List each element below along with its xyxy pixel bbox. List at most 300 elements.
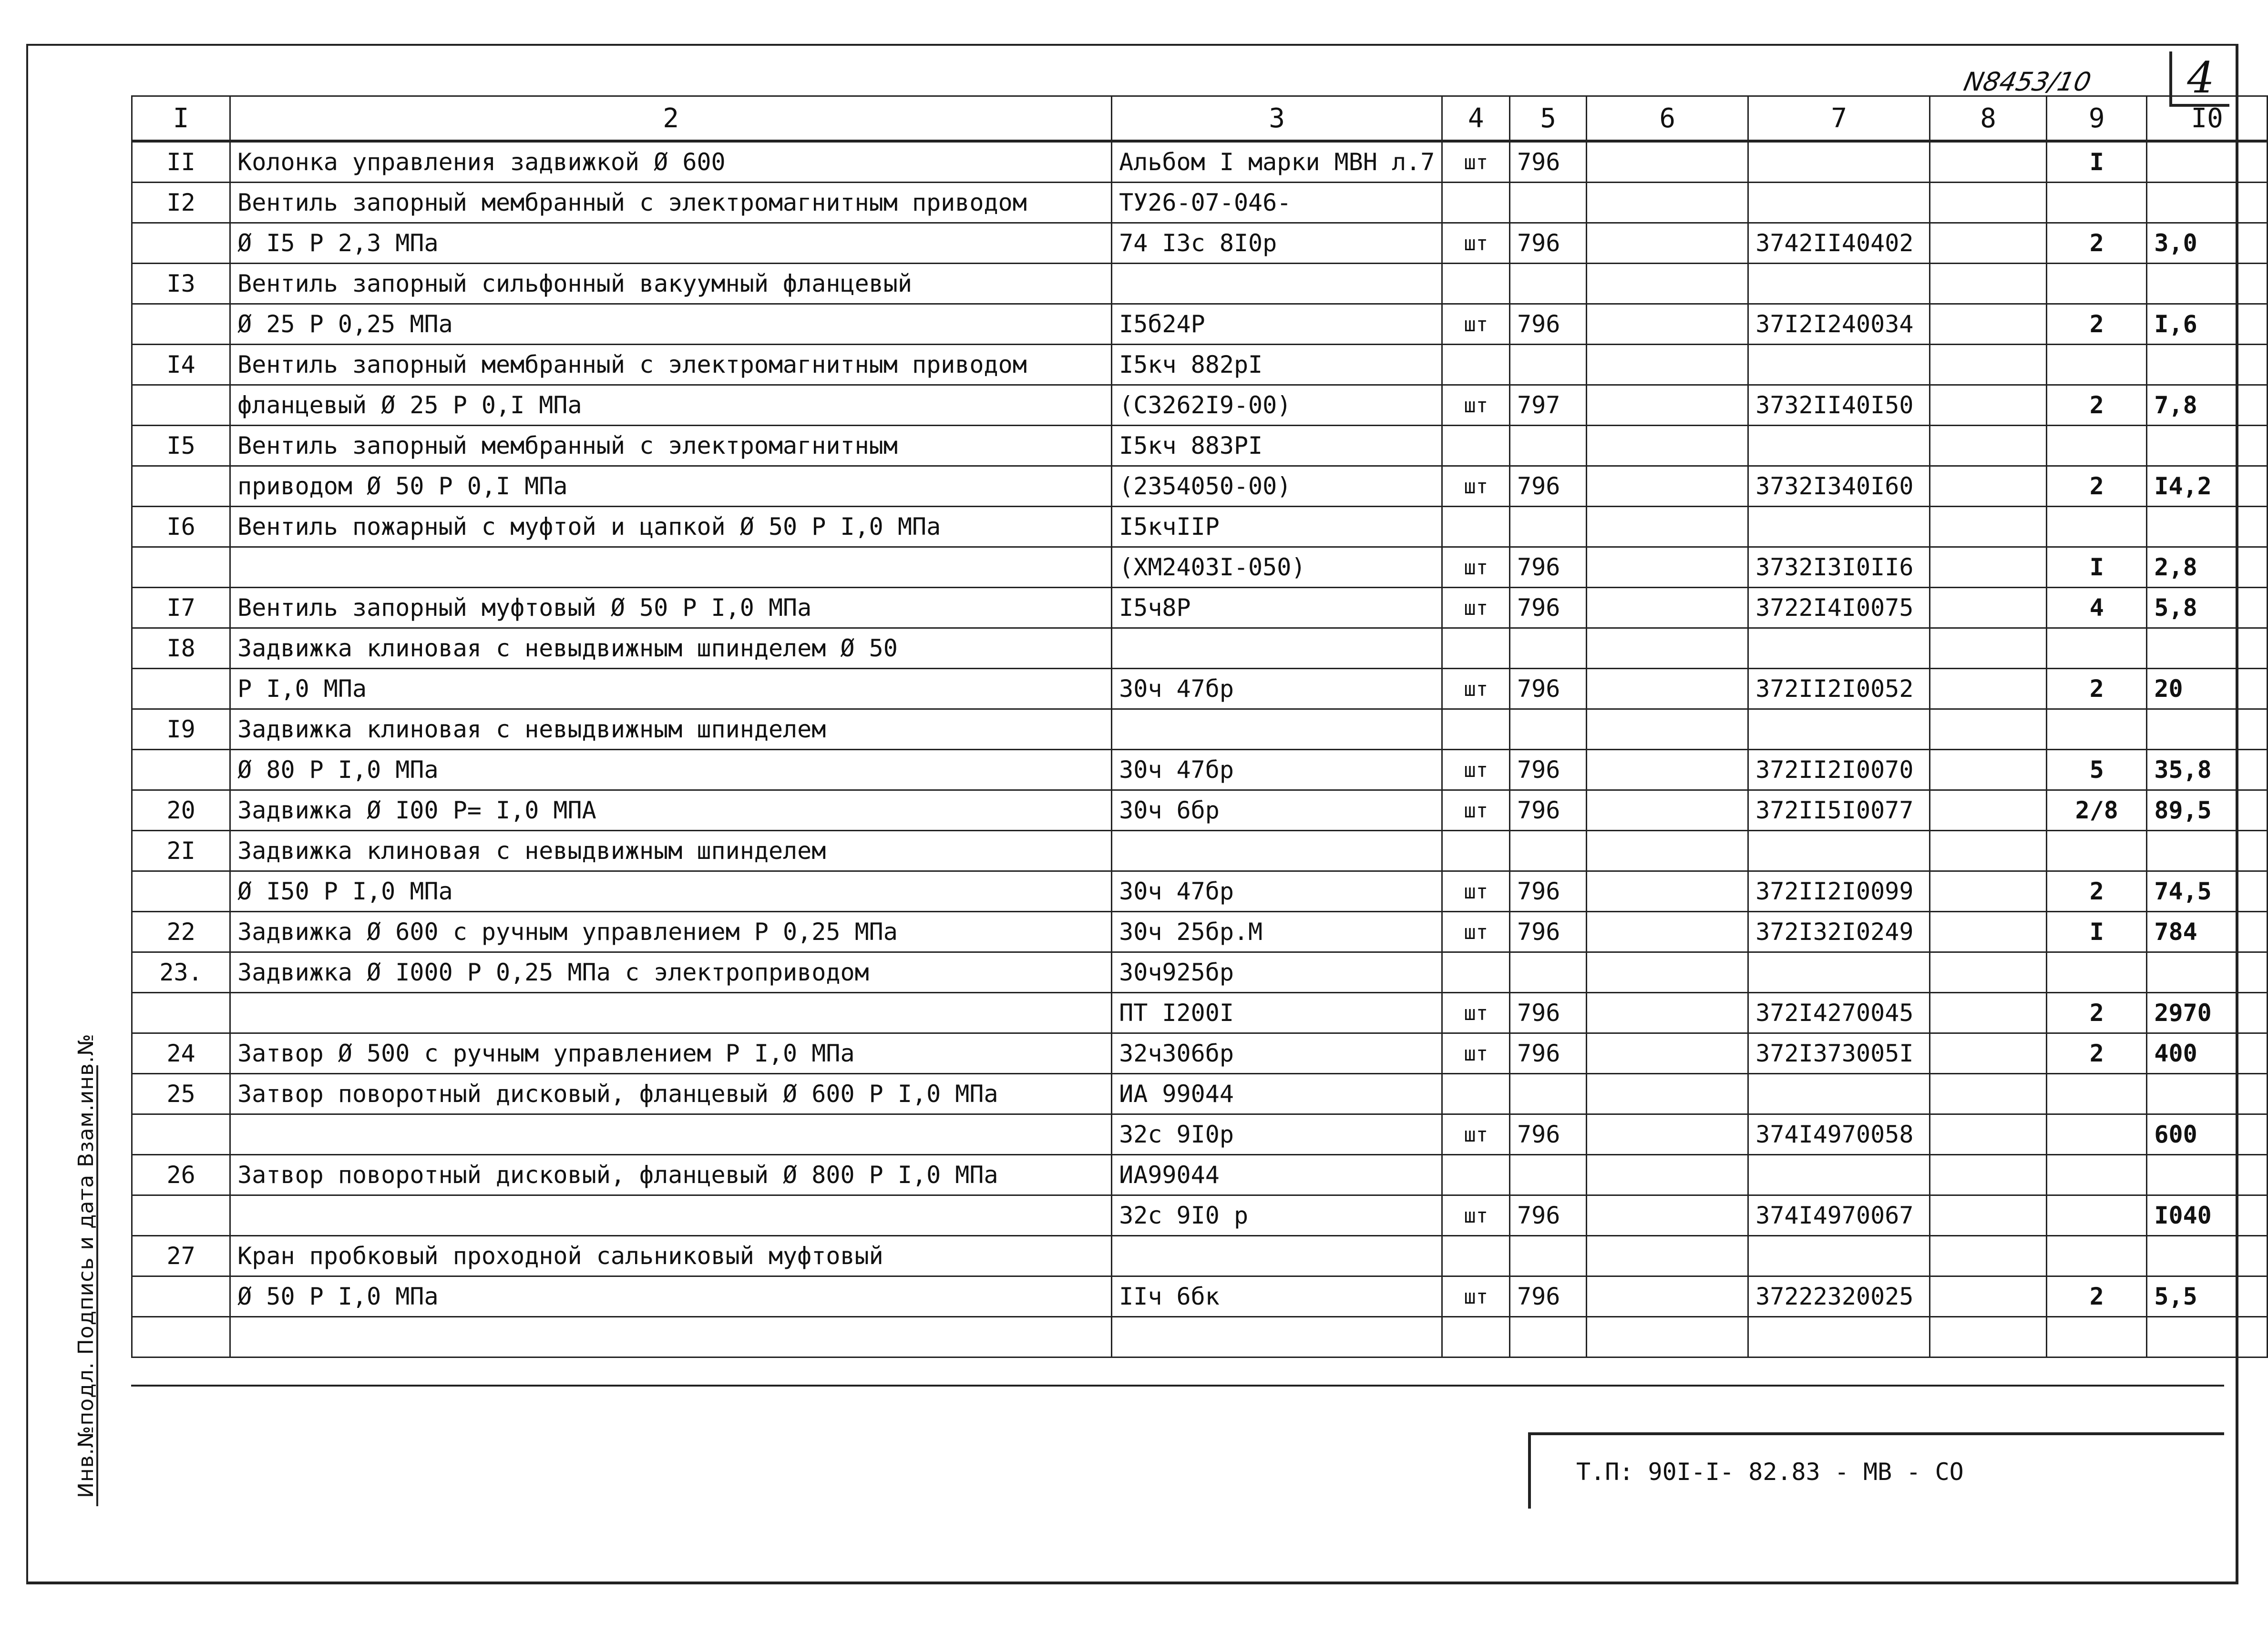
column-header: 5 bbox=[1510, 96, 1587, 142]
table-cell: 372II2I0070 bbox=[1748, 750, 1930, 790]
table-cell bbox=[2147, 1317, 2268, 1357]
table-row bbox=[132, 871, 2268, 912]
archive-number: N8453/10 bbox=[1961, 67, 2094, 97]
table-cell: Кран пробковый проходной сальниковый муфтовый bbox=[230, 1236, 1112, 1276]
table-cell: 5,5 bbox=[2147, 1276, 2268, 1317]
table-cell bbox=[1930, 1114, 2047, 1155]
table-cell bbox=[1587, 588, 1748, 628]
table-cell bbox=[1587, 304, 1748, 345]
table-row bbox=[132, 709, 2268, 750]
table-cell bbox=[1587, 993, 1748, 1033]
column-header: 8 bbox=[1930, 96, 2047, 142]
column-header: I bbox=[132, 96, 230, 142]
table-cell: 3732II40I50 bbox=[1748, 385, 1930, 426]
table-cell bbox=[1442, 426, 1510, 466]
table-cell: шт bbox=[1442, 588, 1510, 628]
table-cell: 5,8 bbox=[2147, 588, 2268, 628]
table-cell: Ø I50 Р I,0 МПа bbox=[230, 871, 1112, 912]
table-cell: I8 bbox=[132, 628, 230, 669]
table-cell: 796 bbox=[1510, 669, 1587, 709]
table-cell bbox=[1587, 1236, 1748, 1276]
table-cell bbox=[2047, 1236, 2147, 1276]
table-cell bbox=[2147, 183, 2268, 223]
table-cell: IIч 6бк bbox=[1112, 1276, 1442, 1317]
table-cell: 30ч 47бр bbox=[1112, 750, 1442, 790]
table-cell bbox=[132, 547, 230, 588]
table-cell bbox=[1930, 1236, 2047, 1276]
table-row bbox=[132, 628, 2268, 669]
table-cell bbox=[1510, 1155, 1587, 1195]
table-cell: 796 bbox=[1510, 790, 1587, 831]
table-row bbox=[132, 588, 2268, 628]
table-cell bbox=[2047, 426, 2147, 466]
table-cell: 3732I3I0II6 bbox=[1748, 547, 1930, 588]
table-row bbox=[132, 790, 2268, 831]
table-row bbox=[132, 183, 2268, 223]
table-cell bbox=[1587, 831, 1748, 871]
table-cell bbox=[2147, 1074, 2268, 1114]
table-cell bbox=[1510, 1317, 1587, 1357]
table-cell: 796 bbox=[1510, 871, 1587, 912]
table-cell: 22 bbox=[132, 912, 230, 952]
table-cell bbox=[2147, 952, 2268, 993]
table-cell: 74 I3с 8I0р bbox=[1112, 223, 1442, 264]
table-row bbox=[132, 1236, 2268, 1276]
table-cell bbox=[132, 223, 230, 264]
table-cell bbox=[1510, 345, 1587, 385]
table-cell bbox=[1442, 1236, 1510, 1276]
table-cell bbox=[1587, 790, 1748, 831]
column-header: 9 bbox=[2047, 96, 2147, 142]
table-cell: 30ч 47бр bbox=[1112, 871, 1442, 912]
table-cell bbox=[1442, 831, 1510, 871]
table-cell bbox=[2047, 1317, 2147, 1357]
stamp-text: Т.П: 90I-I- 82.83 - МВ - СО bbox=[1576, 1458, 1964, 1486]
table-cell: фланцевый Ø 25 Р 0,I МПа bbox=[230, 385, 1112, 426]
table-cell bbox=[1748, 507, 1930, 547]
table-cell bbox=[1930, 141, 2047, 183]
table-cell bbox=[1587, 750, 1748, 790]
table-cell: 797 bbox=[1510, 385, 1587, 426]
table-cell: 796 bbox=[1510, 1195, 1587, 1236]
table-cell: 796 bbox=[1510, 223, 1587, 264]
table-cell: 27 bbox=[132, 1236, 230, 1276]
table-cell bbox=[2147, 628, 2268, 669]
table-cell bbox=[1930, 831, 2047, 871]
table-cell: Альбом I марки МВН л.7 bbox=[1112, 141, 1442, 183]
table-cell bbox=[1930, 1195, 2047, 1236]
table-cell: I,6 bbox=[2147, 304, 2268, 345]
table-cell: I7 bbox=[132, 588, 230, 628]
table-cell: Затвор поворотный дисковый, фланцевый Ø 600 Р I,0 МПа bbox=[230, 1074, 1112, 1114]
table-cell bbox=[132, 669, 230, 709]
table-cell bbox=[1930, 1317, 2047, 1357]
table-cell: 26 bbox=[132, 1155, 230, 1195]
table-cell: I040 bbox=[2147, 1195, 2268, 1236]
table-cell bbox=[1930, 1033, 2047, 1074]
table-cell bbox=[1510, 709, 1587, 750]
table-cell bbox=[1748, 709, 1930, 750]
table-cell bbox=[132, 304, 230, 345]
table-cell bbox=[132, 1114, 230, 1155]
table-cell: шт bbox=[1442, 141, 1510, 183]
table-cell bbox=[2147, 426, 2268, 466]
table-cell bbox=[230, 1195, 1112, 1236]
table-row bbox=[132, 223, 2268, 264]
table-cell: 2 bbox=[2047, 1033, 2147, 1074]
table-cell bbox=[1510, 628, 1587, 669]
table-cell: 30ч 47бр bbox=[1112, 669, 1442, 709]
table-cell bbox=[2047, 709, 2147, 750]
table-cell: 2I bbox=[132, 831, 230, 871]
table-cell bbox=[1587, 264, 1748, 304]
table-row bbox=[132, 426, 2268, 466]
table-cell: Вентиль запорный мембранный с электромагнитным приводом bbox=[230, 183, 1112, 223]
table-cell: 796 bbox=[1510, 912, 1587, 952]
table-cell bbox=[1748, 426, 1930, 466]
column-header: I0 bbox=[2147, 96, 2268, 142]
table-cell bbox=[1930, 628, 2047, 669]
table-cell bbox=[1587, 1276, 1748, 1317]
table-cell bbox=[1442, 264, 1510, 304]
table-cell bbox=[2047, 1114, 2147, 1155]
table-cell bbox=[1587, 1114, 1748, 1155]
table-cell bbox=[1587, 709, 1748, 750]
table-cell: ИА 99044 bbox=[1112, 1074, 1442, 1114]
table-cell: 37222320025 bbox=[1748, 1276, 1930, 1317]
table-row bbox=[132, 912, 2268, 952]
table-cell bbox=[2047, 1074, 2147, 1114]
table-cell: Затвор поворотный дисковый, фланцевый Ø 800 Р I,0 МПа bbox=[230, 1155, 1112, 1195]
table-cell: I5 bbox=[132, 426, 230, 466]
column-header: 6 bbox=[1587, 96, 1748, 142]
table-row bbox=[132, 952, 2268, 993]
table-cell: 32ч306бр bbox=[1112, 1033, 1442, 1074]
table-cell bbox=[230, 1317, 1112, 1357]
table-cell: (2354050-00) bbox=[1112, 466, 1442, 507]
table-cell: 2970 bbox=[2147, 993, 2268, 1033]
table-cell bbox=[1930, 588, 2047, 628]
table-row bbox=[132, 669, 2268, 709]
approval-sidebar bbox=[66, 1033, 98, 1506]
table-cell: 3,0 bbox=[2147, 223, 2268, 264]
table-cell: 30ч 6бр bbox=[1112, 790, 1442, 831]
table-cell bbox=[132, 466, 230, 507]
table-cell: шт bbox=[1442, 1195, 1510, 1236]
table-cell: 796 bbox=[1510, 304, 1587, 345]
table-cell: 2 bbox=[2047, 304, 2147, 345]
table-row bbox=[132, 750, 2268, 790]
table-cell: 3732I340I60 bbox=[1748, 466, 1930, 507]
table-cell: 2,8 bbox=[2147, 547, 2268, 588]
table-cell bbox=[2147, 141, 2268, 183]
table-cell bbox=[1587, 466, 1748, 507]
table-cell: шт bbox=[1442, 466, 1510, 507]
column-header: 4 bbox=[1442, 96, 1510, 142]
table-cell: I5б24Р bbox=[1112, 304, 1442, 345]
table-cell: (С3262I9-00) bbox=[1112, 385, 1442, 426]
table-row bbox=[132, 264, 2268, 304]
table-cell bbox=[132, 750, 230, 790]
table-row bbox=[132, 1155, 2268, 1195]
table-cell: I5ч8Р bbox=[1112, 588, 1442, 628]
table-cell bbox=[1587, 669, 1748, 709]
column-header: 7 bbox=[1748, 96, 1930, 142]
table-cell: Вентиль запорный муфтовый Ø 50 Р I,0 МПа bbox=[230, 588, 1112, 628]
table-cell: 372II2I0099 bbox=[1748, 871, 1930, 912]
table-cell bbox=[2147, 345, 2268, 385]
table-cell: шт bbox=[1442, 750, 1510, 790]
table-cell bbox=[1442, 709, 1510, 750]
table-cell bbox=[1930, 1155, 2047, 1195]
table-cell: шт bbox=[1442, 304, 1510, 345]
table-row bbox=[132, 1317, 2268, 1357]
table-cell: Вентиль запорный мембранный с электромагнитным bbox=[230, 426, 1112, 466]
table-row bbox=[132, 547, 2268, 588]
table-cell: Вентиль пожарный с муфтой и цапкой Ø 50 Р I,0 МПа bbox=[230, 507, 1112, 547]
table-cell bbox=[1930, 183, 2047, 223]
table-cell bbox=[132, 1195, 230, 1236]
table-cell: 2/8 bbox=[2047, 790, 2147, 831]
table-cell: Задвижка клиновая с невыдвижным шпинделем bbox=[230, 831, 1112, 871]
table-cell bbox=[1748, 264, 1930, 304]
table-cell: шт bbox=[1442, 669, 1510, 709]
table-row bbox=[132, 1033, 2268, 1074]
table-row bbox=[132, 385, 2268, 426]
table-cell bbox=[1442, 345, 1510, 385]
table-cell: приводом Ø 50 Р 0,I МПа bbox=[230, 466, 1112, 507]
table-cell: I bbox=[2047, 141, 2147, 183]
table-cell bbox=[2147, 507, 2268, 547]
table-cell bbox=[1442, 1074, 1510, 1114]
table-cell bbox=[132, 993, 230, 1033]
table-cell bbox=[1930, 993, 2047, 1033]
table-cell: 4 bbox=[2047, 588, 2147, 628]
table-cell bbox=[1587, 385, 1748, 426]
table-cell bbox=[1112, 709, 1442, 750]
sheet-number: 4 bbox=[2169, 51, 2229, 107]
table-cell: Задвижка Ø I000 Р 0,25 МПа с электроприводом bbox=[230, 952, 1112, 993]
table-cell: I bbox=[2047, 547, 2147, 588]
table-cell bbox=[2047, 831, 2147, 871]
table-cell bbox=[1930, 709, 2047, 750]
table-cell: 32с 9I0р bbox=[1112, 1114, 1442, 1155]
table-cell: шт bbox=[1442, 1276, 1510, 1317]
table-row bbox=[132, 1114, 2268, 1155]
table-cell: ИА99044 bbox=[1112, 1155, 1442, 1195]
table-cell bbox=[1510, 183, 1587, 223]
table-cell bbox=[2147, 264, 2268, 304]
table-cell bbox=[1930, 426, 2047, 466]
table-cell bbox=[1510, 1236, 1587, 1276]
table-cell: I5кч 883РI bbox=[1112, 426, 1442, 466]
table-cell bbox=[1587, 952, 1748, 993]
table-cell: I9 bbox=[132, 709, 230, 750]
column-header: 3 bbox=[1112, 96, 1442, 142]
table-cell bbox=[1587, 1033, 1748, 1074]
table-cell: 796 bbox=[1510, 1114, 1587, 1155]
table-cell: 25 bbox=[132, 1074, 230, 1114]
table-cell bbox=[1510, 952, 1587, 993]
table-bottom-rule bbox=[131, 1385, 2224, 1387]
table-cell bbox=[2047, 952, 2147, 993]
table-cell bbox=[1748, 345, 1930, 385]
table-cell bbox=[132, 871, 230, 912]
sidebar-text: Инв.№подл. Подпись и дата Взам.инв.№ bbox=[74, 1033, 98, 1498]
table-cell bbox=[1442, 952, 1510, 993]
table-cell: 35,8 bbox=[2147, 750, 2268, 790]
table-row bbox=[132, 466, 2268, 507]
table-cell bbox=[1930, 264, 2047, 304]
table-cell bbox=[1442, 507, 1510, 547]
table-cell: 30ч 25бр.М bbox=[1112, 912, 1442, 952]
table-cell bbox=[1748, 1236, 1930, 1276]
table-cell: I4,2 bbox=[2147, 466, 2268, 507]
table-cell: 5 bbox=[2047, 750, 2147, 790]
table-cell: ТУ26-07-046- bbox=[1112, 183, 1442, 223]
table-cell bbox=[1442, 183, 1510, 223]
table-cell: 374I4970067 bbox=[1748, 1195, 1930, 1236]
table-cell bbox=[1587, 223, 1748, 264]
title-block-stamp bbox=[1528, 1432, 2224, 1509]
table-cell bbox=[2147, 831, 2268, 871]
table-cell: Задвижка клиновая с невыдвижным шпинделем bbox=[230, 709, 1112, 750]
table-cell bbox=[1587, 183, 1748, 223]
table-row bbox=[132, 507, 2268, 547]
table-cell bbox=[1112, 1236, 1442, 1276]
table-cell: I3 bbox=[132, 264, 230, 304]
table-cell: I6 bbox=[132, 507, 230, 547]
table-cell bbox=[1510, 426, 1587, 466]
table-cell bbox=[1748, 1074, 1930, 1114]
table-cell bbox=[1930, 1276, 2047, 1317]
table-cell: 7,8 bbox=[2147, 385, 2268, 426]
table-cell: шт bbox=[1442, 790, 1510, 831]
table-cell bbox=[1930, 223, 2047, 264]
table-cell: 23. bbox=[132, 952, 230, 993]
table-cell bbox=[1587, 507, 1748, 547]
table-cell: Вентиль запорный мембранный с электромагнитным приводом bbox=[230, 345, 1112, 385]
table-cell bbox=[1930, 547, 2047, 588]
table-cell bbox=[1748, 1155, 1930, 1195]
table-cell bbox=[1112, 831, 1442, 871]
table-cell: 372II2I0052 bbox=[1748, 669, 1930, 709]
table-cell: 400 bbox=[2147, 1033, 2268, 1074]
table-cell: 796 bbox=[1510, 750, 1587, 790]
table-cell: шт bbox=[1442, 1114, 1510, 1155]
table-row bbox=[132, 141, 2268, 183]
table-cell: 796 bbox=[1510, 1033, 1587, 1074]
table-cell bbox=[2047, 628, 2147, 669]
table-cell bbox=[230, 547, 1112, 588]
table-cell bbox=[1930, 790, 2047, 831]
table-cell bbox=[1587, 1155, 1748, 1195]
specification-table bbox=[131, 95, 2268, 1358]
table-cell: 37I2I240034 bbox=[1748, 304, 1930, 345]
table-cell bbox=[2047, 183, 2147, 223]
table-cell: шт bbox=[1442, 1033, 1510, 1074]
table-cell: 74,5 bbox=[2147, 871, 2268, 912]
table-cell bbox=[1587, 426, 1748, 466]
table-cell: 796 bbox=[1510, 141, 1587, 183]
table-cell bbox=[1587, 1074, 1748, 1114]
table-cell: Задвижка Ø 600 с ручным управлением Р 0,25 МПа bbox=[230, 912, 1112, 952]
table-cell: 2 bbox=[2047, 466, 2147, 507]
table-cell: I bbox=[2047, 912, 2147, 952]
table-cell: 372I373005I bbox=[1748, 1033, 1930, 1074]
table-row bbox=[132, 831, 2268, 871]
table-cell bbox=[132, 385, 230, 426]
table-cell: 2 bbox=[2047, 385, 2147, 426]
table-cell: шт bbox=[1442, 547, 1510, 588]
table-header bbox=[132, 96, 2268, 142]
table-cell: 372II5I0077 bbox=[1748, 790, 1930, 831]
table-cell bbox=[1112, 1317, 1442, 1357]
table-cell bbox=[1442, 1317, 1510, 1357]
table-cell: шт bbox=[1442, 871, 1510, 912]
table-cell: I4 bbox=[132, 345, 230, 385]
table-cell: 600 bbox=[2147, 1114, 2268, 1155]
table-cell bbox=[1748, 628, 1930, 669]
column-header: 2 bbox=[230, 96, 1112, 142]
table-cell bbox=[1748, 1317, 1930, 1357]
table-cell bbox=[1930, 1074, 2047, 1114]
table-cell: I5кч 882рI bbox=[1112, 345, 1442, 385]
table-cell bbox=[1930, 507, 2047, 547]
table-cell: 796 bbox=[1510, 993, 1587, 1033]
table-cell: 2 bbox=[2047, 223, 2147, 264]
table-cell bbox=[2047, 1155, 2147, 1195]
table-cell bbox=[1510, 831, 1587, 871]
table-cell bbox=[1748, 141, 1930, 183]
table-cell bbox=[1930, 669, 2047, 709]
table-cell bbox=[1748, 831, 1930, 871]
table-cell bbox=[230, 1114, 1112, 1155]
table-row bbox=[132, 1276, 2268, 1317]
table-cell bbox=[1930, 952, 2047, 993]
table-cell bbox=[1510, 507, 1587, 547]
table-cell: Р I,0 МПа bbox=[230, 669, 1112, 709]
table-row bbox=[132, 1074, 2268, 1114]
table-cell bbox=[1930, 345, 2047, 385]
table-cell bbox=[1587, 547, 1748, 588]
table-cell bbox=[132, 1317, 230, 1357]
table-cell bbox=[132, 1276, 230, 1317]
table-cell bbox=[2047, 1195, 2147, 1236]
table-cell: 20 bbox=[132, 790, 230, 831]
table-cell: Ø I5 Р 2,3 МПа bbox=[230, 223, 1112, 264]
table-cell: шт bbox=[1442, 993, 1510, 1033]
table-cell: Ø 50 Р I,0 МПа bbox=[230, 1276, 1112, 1317]
table-cell: I2 bbox=[132, 183, 230, 223]
table-cell: 2 bbox=[2047, 993, 2147, 1033]
table-cell bbox=[1930, 912, 2047, 952]
table-cell: 796 bbox=[1510, 588, 1587, 628]
table-cell: 89,5 bbox=[2147, 790, 2268, 831]
table-cell: шт bbox=[1442, 223, 1510, 264]
table-cell bbox=[1587, 1317, 1748, 1357]
table-cell bbox=[1930, 466, 2047, 507]
table-cell: 32с 9I0 р bbox=[1112, 1195, 1442, 1236]
table-cell: 20 bbox=[2147, 669, 2268, 709]
table-row bbox=[132, 345, 2268, 385]
table-cell bbox=[1930, 385, 2047, 426]
table-cell bbox=[2047, 264, 2147, 304]
table-cell: 796 bbox=[1510, 1276, 1587, 1317]
table-cell bbox=[1442, 628, 1510, 669]
table-cell bbox=[1510, 1074, 1587, 1114]
table-cell bbox=[1587, 1195, 1748, 1236]
